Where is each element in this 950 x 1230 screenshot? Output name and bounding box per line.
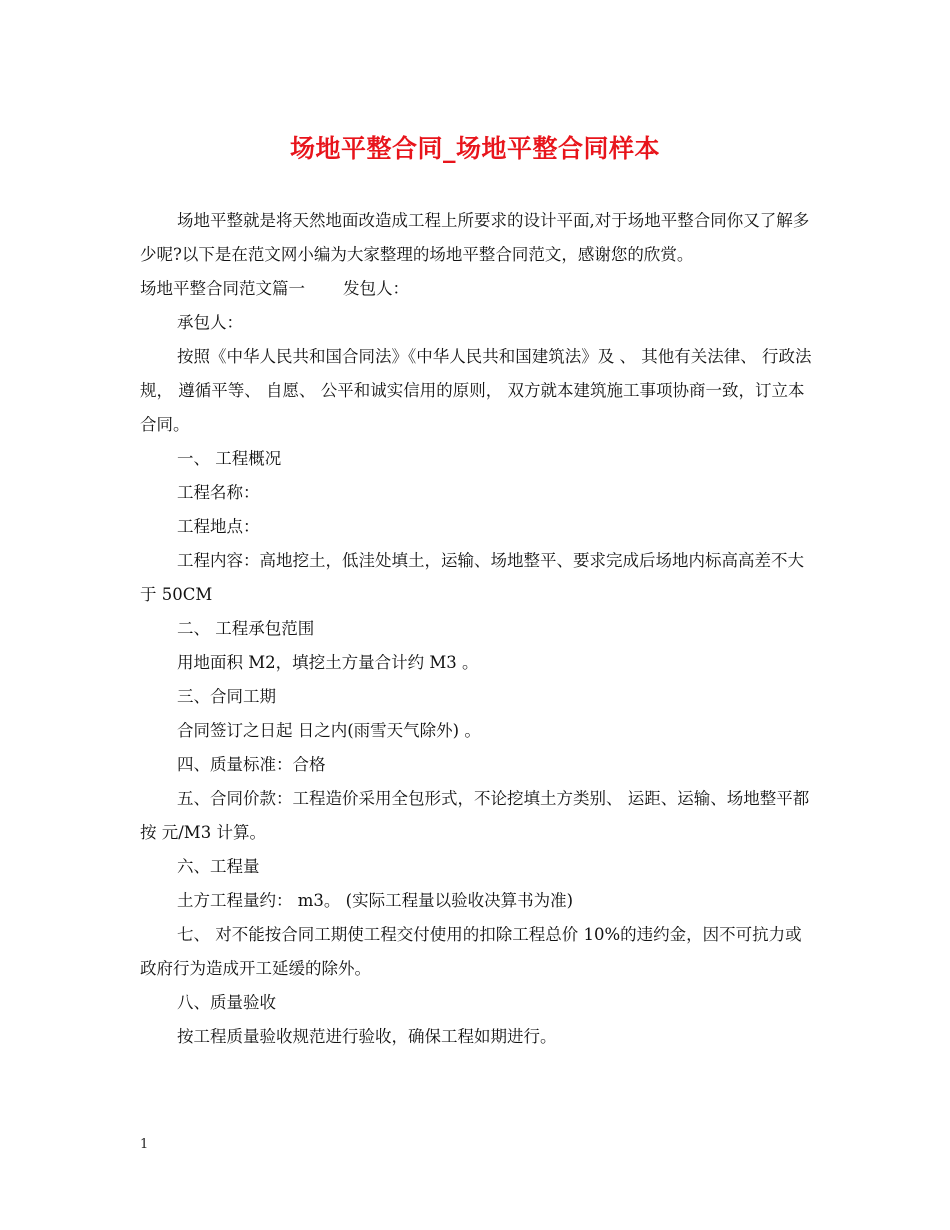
- clause-8-title: 八、质量验收: [177, 993, 276, 1012]
- scope-text: 用地面积 M2，填挖土方量合计约 M3 。: [177, 653, 479, 672]
- acceptance-text: 按工程质量验收规范进行验收，确保工程如期进行。: [177, 1027, 557, 1046]
- clause-6-title: 六、工程量: [177, 857, 260, 876]
- intro-paragraph: 场地平整就是将天然地面改造成工程上所要求的设计平面,对于场地平整合同你又了解多少呢?以下是在范文网小编为大家整理的场地平整合同范文，感谢您的欣赏。: [140, 211, 810, 264]
- clause-4-title: 四、质量标准：合格: [177, 755, 326, 774]
- contractor-label: 承包人：: [177, 313, 243, 332]
- clause-2-title: 二、 工程承包范围: [177, 619, 315, 638]
- project-content: 工程内容：高地挖土，低洼处填土，运输、场地整平、要求完成后场地内标高高差不大于 50CM: [140, 551, 804, 604]
- document-title: 场地平整合同_场地平整合同样本: [289, 134, 660, 163]
- section-heading-line: [140, 272, 812, 306]
- page-number: 1: [140, 1137, 149, 1152]
- project-name: 工程名称：: [177, 483, 260, 502]
- clause-1-title: 一、 工程概况: [177, 449, 282, 468]
- clause-3-title: 三、合同工期: [177, 687, 276, 706]
- quantity-text: 土方工程量约： m3。 (实际工程量以验收决算书为准): [177, 891, 574, 910]
- document-body: [140, 204, 812, 1054]
- clause-5-text: 五、合同价款：工程造价采用全包形式，不论挖填土方类别、 运距、运输、场地整平都按 元/M3 计算。: [140, 789, 810, 842]
- clause-7-text: 七、 对不能按合同工期使工程交付使用的扣除工程总价 10%的违约金，因不可抗力或政府行为造成开工延缓的除外。: [140, 925, 802, 978]
- project-location: 工程地点：: [177, 517, 260, 536]
- period-text: 合同签订之日起 日之内(雨雪天气除外) 。: [177, 721, 481, 740]
- preamble-paragraph: 按照《中华人民共和国合同法》《中华人民共和国建筑法》及 、 其他有关法律、 行政法规， 遵循平等、 自愿、 公平和诚实信用的原则， 双方就本建筑施工事项协商一致，订立本合同。: [140, 347, 812, 434]
- section-heading: 场地平整合同范文篇一: [140, 279, 305, 298]
- employer-label: 发包人：: [343, 279, 409, 298]
